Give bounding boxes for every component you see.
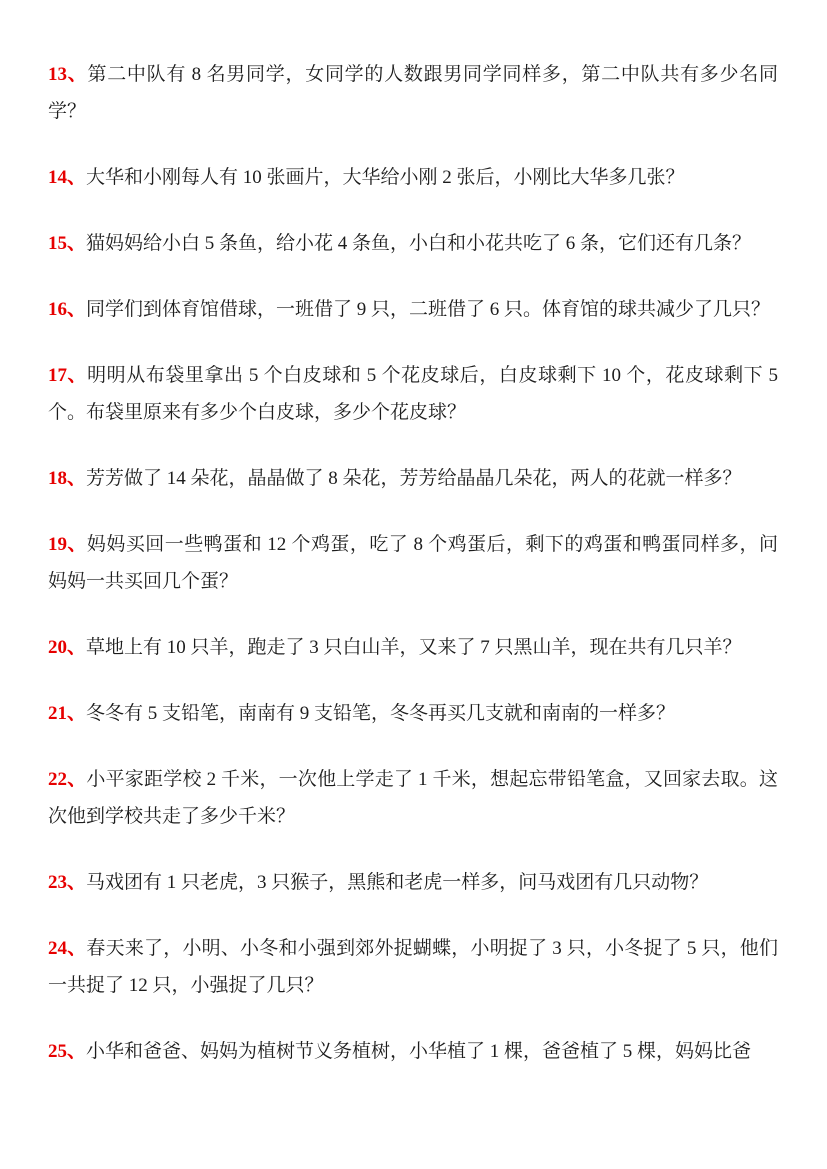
problem-14-number: 14、 xyxy=(48,167,87,188)
problem-20 xyxy=(48,629,778,666)
problem-19-text: 妈妈买回一些鸭蛋和 12 个鸡蛋，吃了 8 个鸡蛋后，剩下的鸡蛋和鸭蛋同样多，问妈妈一共买回几个蛋？ xyxy=(48,534,778,592)
problem-21-text: 冬冬有 5 支铅笔，南南有 9 支铅笔，冬冬再买几支就和南南的一样多？ xyxy=(86,703,676,724)
problem-16-number: 16、 xyxy=(48,299,87,320)
problem-13 xyxy=(48,56,778,130)
problem-13-text: 第二中队有 8 名男同学，女同学的人数跟男同学同样多，第二中队共有多少名同学？ xyxy=(48,64,778,122)
problem-14 xyxy=(48,159,778,196)
problem-24-number: 24、 xyxy=(48,938,87,959)
problem-15-number: 15、 xyxy=(48,233,87,254)
problem-24-text: 春天来了，小明、小冬和小强到郊外捉蝴蝶，小明捉了 3 只，小冬捉了 5 只，他们一共捉了 12 只，小强捉了几只？ xyxy=(48,938,778,996)
problem-23 xyxy=(48,864,778,901)
problem-16 xyxy=(48,291,778,328)
problem-23-number: 23、 xyxy=(48,872,87,893)
problem-18-text: 芳芳做了 14 朵花，晶晶做了 8 朵花，芳芳给晶晶几朵花，两人的花就一样多？ xyxy=(86,468,742,489)
problem-18-number: 18、 xyxy=(48,468,87,489)
problem-13-number: 13、 xyxy=(48,64,88,85)
problem-21 xyxy=(48,695,778,732)
problem-17 xyxy=(48,357,778,431)
problem-19-number: 19、 xyxy=(48,534,87,555)
problem-25-number: 25、 xyxy=(48,1041,87,1062)
problem-22 xyxy=(48,761,778,835)
problem-15 xyxy=(48,225,778,262)
problem-15-text: 猫妈妈给小白 5 条鱼，给小花 4 条鱼，小白和小花共吃了 6 条，它们还有几条？ xyxy=(86,233,752,254)
problem-22-number: 22、 xyxy=(48,769,87,790)
problem-24 xyxy=(48,930,778,1004)
problem-18 xyxy=(48,460,778,497)
problem-25-text: 小华和爸爸、妈妈为植树节义务植树，小华植了 1 棵，爸爸植了 5 棵，妈妈比爸 xyxy=(86,1041,752,1062)
problem-17-number: 17、 xyxy=(48,365,88,386)
problem-25 xyxy=(48,1033,778,1070)
problem-21-number: 21、 xyxy=(48,703,87,724)
problem-17-text: 明明从布袋里拿出 5 个白皮球和 5 个花皮球后，白皮球剩下 10 个，花皮球剩下 5 个。布袋里原来有多少个白皮球，多少个花皮球？ xyxy=(48,365,778,423)
problem-19 xyxy=(48,526,778,600)
problem-20-text: 草地上有 10 只羊，跑走了 3 只白山羊，又来了 7 只黑山羊，现在共有几只羊？ xyxy=(86,637,742,658)
problem-20-number: 20、 xyxy=(48,637,87,658)
problem-16-text: 同学们到体育馆借球，一班借了 9 只，二班借了 6 只。体育馆的球共减少了几只？ xyxy=(86,299,771,320)
problem-23-text: 马戏团有 1 只老虎，3 只猴子，黑熊和老虎一样多，问马戏团有几只动物？ xyxy=(86,872,709,893)
problem-14-text: 大华和小刚每人有 10 张画片，大华给小刚 2 张后，小刚比大华多几张？ xyxy=(86,167,685,188)
problem-22-text: 小平家距学校 2 千米，一次他上学走了 1 千米，想起忘带铅笔盒，又回家去取。这次他到学校共走了多少千米？ xyxy=(48,769,778,827)
